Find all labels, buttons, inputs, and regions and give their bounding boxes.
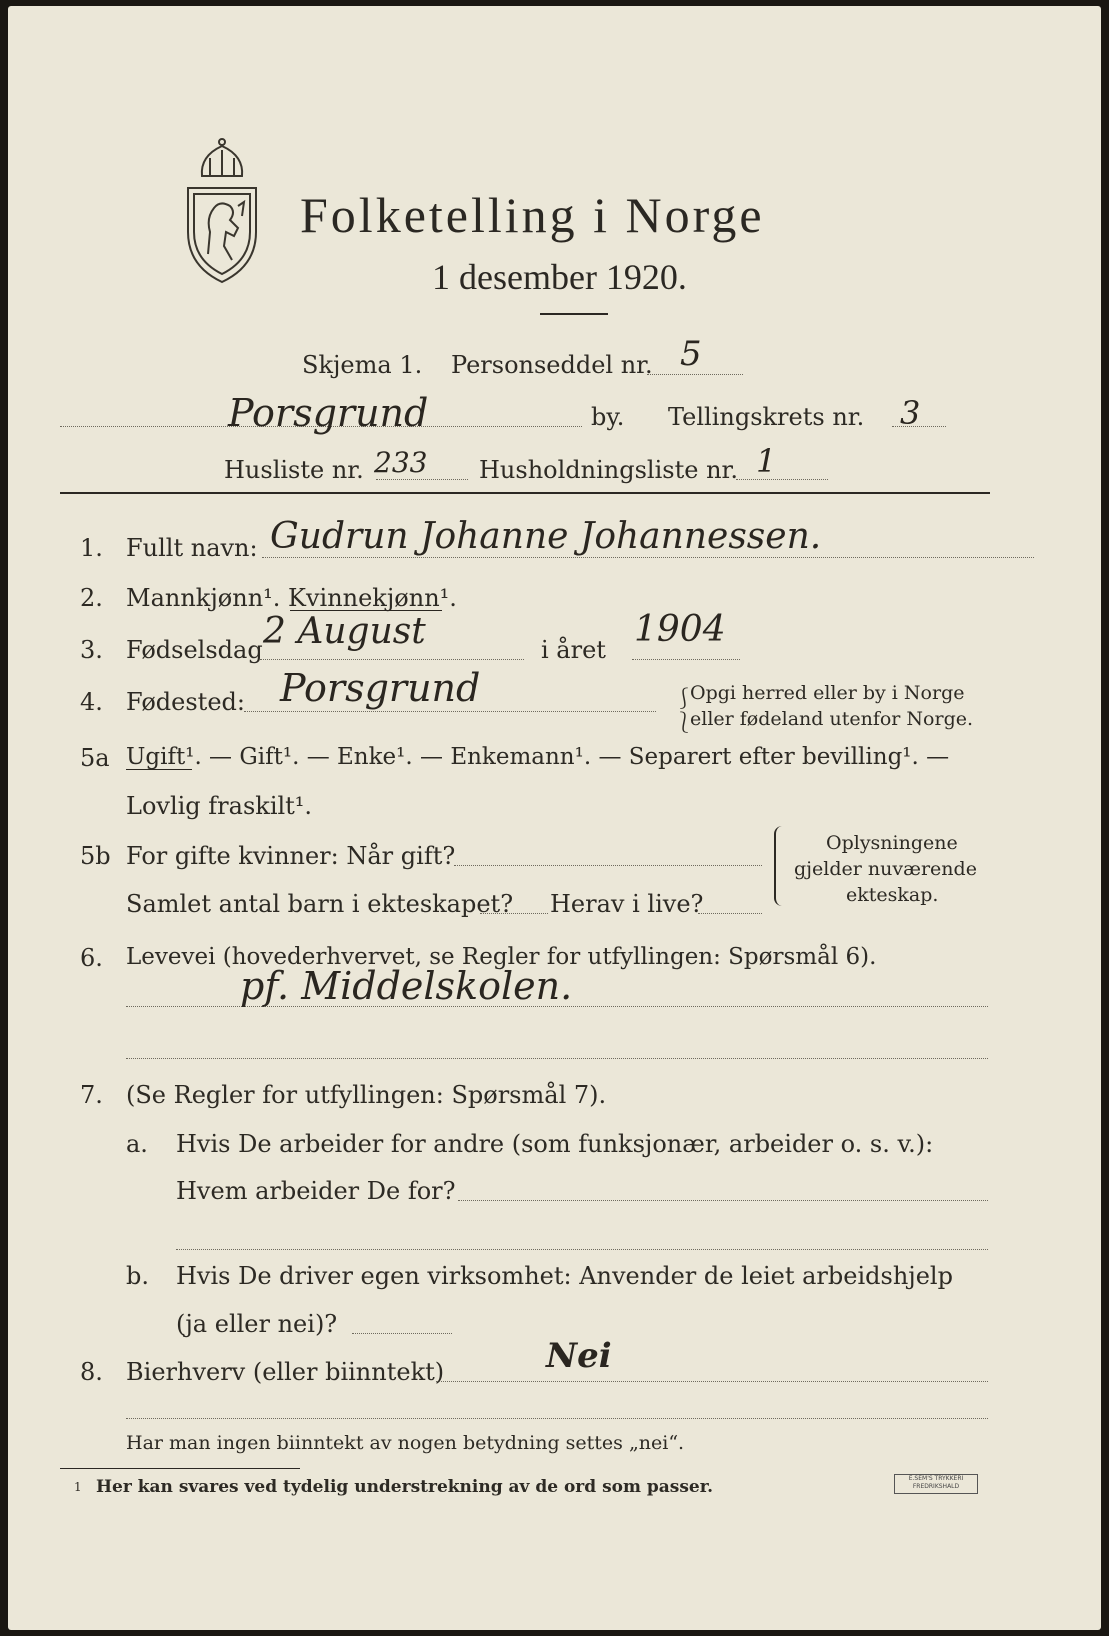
q4-brace-lower: ⎱ bbox=[674, 710, 694, 734]
husliste-line bbox=[376, 479, 468, 480]
q8-value: Nei bbox=[546, 1336, 612, 1376]
q1-label: Fullt navn: bbox=[126, 534, 258, 562]
q7b-line-1: Hvis De driver egen virksomhet: Anvender de leiet arbeidshjelp bbox=[176, 1262, 953, 1290]
q8-line-extra bbox=[126, 1418, 988, 1419]
header-divider bbox=[60, 492, 990, 494]
husliste-label: Husliste nr. bbox=[224, 456, 364, 484]
husholdningsliste-value: 1 bbox=[756, 442, 777, 480]
q5a-line-2: Lovlig fraskilt¹. bbox=[126, 792, 313, 820]
form-title: Folketelling i Norge bbox=[300, 187, 765, 243]
q8-number: 8. bbox=[80, 1358, 103, 1386]
q7a-line-2: Hvem arbeider De for? bbox=[176, 1177, 456, 1205]
q5b-line-2a: Samlet antal barn i ekteskapet? bbox=[126, 890, 514, 918]
q6-value: pf. Middelskolen. bbox=[240, 964, 573, 1008]
q5b-number: 5b bbox=[80, 842, 111, 870]
personseddel-value: 5 bbox=[680, 334, 702, 374]
q3-day-value: 2 August bbox=[263, 611, 426, 652]
norwegian-coat-of-arms-icon bbox=[180, 136, 264, 286]
q7-number: 7. bbox=[80, 1081, 103, 1109]
q5b-note-2: gjelder nuværende bbox=[794, 858, 977, 880]
footnote-text: Her kan svares ved tydelig understrekning av de ord som passer. bbox=[96, 1477, 714, 1497]
census-form bbox=[8, 6, 1101, 1630]
footnote-number: 1 bbox=[74, 1480, 82, 1494]
husholdningsliste-label: Husholdningsliste nr. bbox=[479, 456, 738, 484]
title-divider bbox=[540, 313, 608, 315]
q8-line bbox=[436, 1381, 988, 1382]
q4-note-1: Opgi herred eller by i Norge bbox=[690, 682, 965, 704]
census-date: 1 desember 1920. bbox=[432, 257, 687, 297]
q5b-children-line bbox=[480, 913, 548, 914]
town-suffix: by. bbox=[591, 403, 625, 431]
q5b-note-3: ekteskap. bbox=[846, 884, 939, 906]
q3-number: 3. bbox=[80, 636, 103, 664]
schema-label: Skjema 1. bbox=[302, 351, 423, 379]
q5b-married-line bbox=[454, 865, 762, 866]
q1-value: Gudrun Johanne Johannessen. bbox=[270, 516, 822, 557]
q8-label: Bierhverv (eller biinntekt) bbox=[126, 1358, 445, 1386]
q5a-underline bbox=[126, 769, 192, 770]
q6-number: 6. bbox=[80, 944, 103, 972]
q7a-line-extra bbox=[176, 1249, 988, 1250]
q3-label: Fødselsdag bbox=[126, 636, 263, 664]
q5a-line-1: Ugift¹. — Gift¹. — Enke¹. — Enkemann¹. — Separert efter bevilling¹. — bbox=[126, 744, 950, 770]
q7a-number: a. bbox=[126, 1130, 148, 1158]
q5b-line-2b: Herav i live? bbox=[550, 890, 704, 918]
q3-day-line bbox=[260, 659, 524, 660]
q4-number: 4. bbox=[80, 688, 103, 716]
printer-town: FREDRIKSHALD bbox=[912, 1483, 960, 1490]
q1-number: 1. bbox=[80, 534, 103, 562]
q1-line bbox=[262, 557, 1034, 558]
q4-line bbox=[244, 711, 656, 712]
q4-value: Porsgrund bbox=[280, 666, 481, 710]
husholdningsliste-line bbox=[736, 479, 828, 480]
q5a-number: 5a bbox=[80, 744, 110, 772]
q7a-line-1: Hvis De arbeider for andre (som funksjonær, arbeider o. s. v.): bbox=[176, 1130, 934, 1158]
q4-brace: ⎰ bbox=[674, 686, 694, 710]
footer-note: Har man ingen biinntekt av nogen betydning settes „nei“. bbox=[126, 1432, 685, 1454]
tellingskrets-value: 3 bbox=[900, 394, 921, 432]
q3-year-line bbox=[632, 659, 740, 660]
q7b-line-2: (ja eller nei)? bbox=[176, 1310, 338, 1338]
q5b-note-1: Oplysningene bbox=[826, 832, 958, 854]
q2-label: Mannkjønn¹. Kvinnekjønn¹. bbox=[126, 584, 457, 612]
q3-year-value: 1904 bbox=[634, 609, 726, 650]
q5b-line-1: For gifte kvinner: Når gift? bbox=[126, 842, 456, 870]
footnote-divider bbox=[60, 1468, 300, 1469]
husliste-value: 233 bbox=[374, 446, 428, 479]
q7-label: (Se Regler for utfyllingen: Spørsmål 7). bbox=[126, 1081, 607, 1109]
q7a-line bbox=[458, 1200, 988, 1201]
q5b-alive-line bbox=[698, 913, 762, 914]
q7b-line bbox=[352, 1333, 452, 1334]
personseddel-label: Personseddel nr. bbox=[451, 351, 653, 379]
q2-number: 2. bbox=[80, 584, 103, 612]
town-value: Porsgrund bbox=[228, 391, 429, 435]
printer-stamp bbox=[894, 1474, 978, 1494]
q6-line-2 bbox=[126, 1058, 988, 1059]
q3-year-label: i året bbox=[541, 636, 606, 664]
q4-note-2: eller fødeland utenfor Norge. bbox=[690, 708, 974, 730]
q6-label: Levevei (hovederhvervet, se Regler for utfyllingen: Spørsmål 6). bbox=[126, 944, 877, 970]
personseddel-line bbox=[647, 374, 743, 375]
q5b-brace bbox=[774, 826, 782, 906]
printer-name: E.SEM'S TRYKKERI bbox=[908, 1475, 964, 1482]
q4-label: Fødested: bbox=[126, 688, 245, 716]
q7b-number: b. bbox=[126, 1262, 149, 1290]
tellingskrets-label: Tellingskrets nr. bbox=[668, 403, 865, 431]
